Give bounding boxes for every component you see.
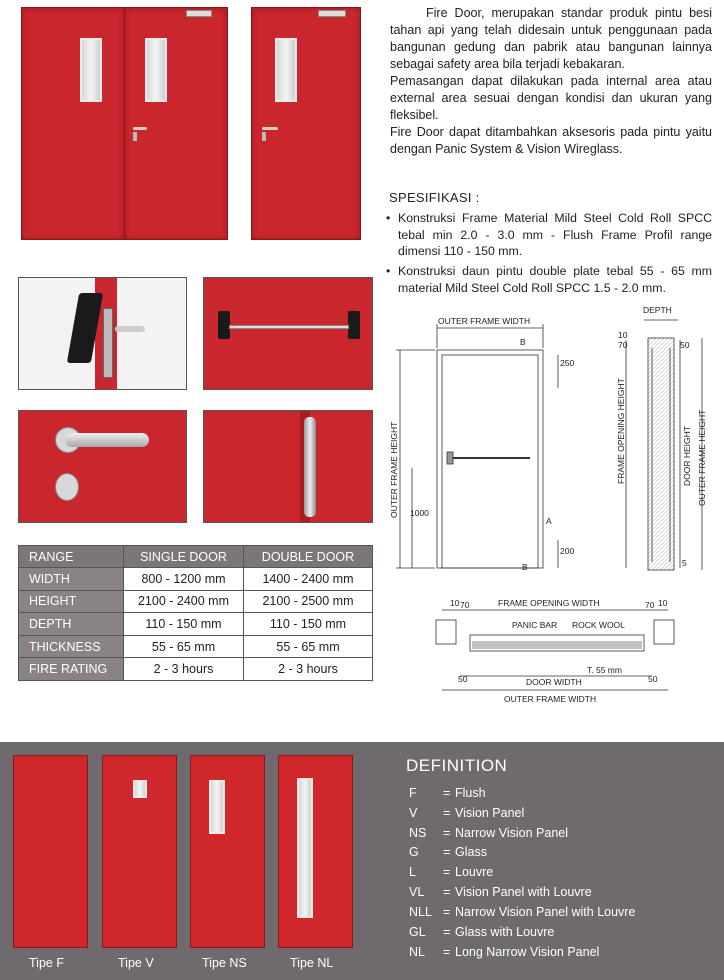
definition-item: G = Glass <box>409 845 487 859</box>
label-door-height: DOOR HEIGHT <box>682 426 692 486</box>
label-frame-opening-height: FRAME OPENING HEIGHT <box>616 378 626 484</box>
table-row-label: THICKNESS <box>19 635 124 658</box>
door-type-nl <box>278 755 353 948</box>
panic-bar-photo <box>203 277 373 390</box>
table-cell-double: 1400 - 2400 mm <box>244 568 373 591</box>
type-label-v: Tipe V <box>118 956 154 970</box>
plan-dim-10-right: 10 <box>658 598 668 608</box>
intro-text <box>390 5 712 158</box>
dim-70: 70 <box>618 340 628 350</box>
door-type-v <box>102 755 177 948</box>
definition-key: NL <box>409 945 425 959</box>
door-type-ns <box>190 755 265 948</box>
definition-key: L <box>409 865 416 879</box>
plan-dim-50-left: 50 <box>458 674 468 684</box>
definition-value: Louvre <box>455 865 494 879</box>
table-cell-single: 2 - 3 hours <box>124 658 244 681</box>
plan-dim-70-left: 70 <box>460 600 470 610</box>
label-outer-frame-height-right: OUTER FRAME HEIGHT <box>697 409 707 506</box>
plan-dim-50-right: 50 <box>648 674 658 684</box>
definition-item: GL = Glass with Louvre <box>409 925 555 939</box>
table-row <box>19 635 373 658</box>
table-cell-double: 2 - 3 hours <box>244 658 373 681</box>
table-header-double: DOUBLE DOOR <box>244 546 373 568</box>
table-header-single: SINGLE DOOR <box>124 546 244 568</box>
definition-key: V <box>409 806 418 820</box>
definition-item: L = Louvre <box>409 865 494 879</box>
mark-b-top: B <box>520 337 526 347</box>
plan-dim-70-right: 70 <box>645 600 655 610</box>
definition-item: VL = Vision Panel with Louvre <box>409 885 592 899</box>
spec-item-2-text: Konstruksi daun pintu double plate tebal 55 - 65 mm material Mild Steel Cold Roll SPCC 1.5 - 2.0 mm. <box>398 264 712 295</box>
intro-paragraph-3: Fire Door dapat ditambahkan aksesoris pada pintu yaitu dengan Panic System & Vision Wireglass. <box>390 125 712 156</box>
technical-drawing <box>380 298 724 713</box>
type-label-f: Tipe F <box>29 956 64 970</box>
definition-key: VL <box>409 885 425 899</box>
definition-item: NLL = Narrow Vision Panel with Louvre <box>409 905 636 919</box>
label-door-width: DOOR WIDTH <box>526 677 582 687</box>
type-label-ns: Tipe NS <box>202 956 247 970</box>
spec-table <box>18 545 373 681</box>
dim-5: 5 <box>682 558 687 568</box>
type-label-nl: Tipe NL <box>290 956 334 970</box>
table-cell-single: 55 - 65 mm <box>124 635 244 658</box>
lock-photo <box>18 277 187 390</box>
definition-key: GL <box>409 925 426 939</box>
table-cell-double: 2100 - 2500 mm <box>244 590 373 613</box>
definition-title: DEFINITION <box>406 756 508 775</box>
spec-item-1: • Konstruksi Frame Material Mild Steel Cold Roll SPCC tebal min 2.0 - 3.0 mm - Flush Frame Profil range dimensi 110 - 150 mm. <box>386 211 712 258</box>
definition-key: NLL <box>409 905 432 919</box>
intro-paragraph-1: Fire Door, merupakan standar produk pintu besi tahan api yang telah didesain untuk penggunaan pada bangunan gedung dan pabrik atau bangunan lainnya sebagai safety area bila terjadi kebakaran. <box>390 6 712 71</box>
label-plan-outer-frame-width: OUTER FRAME WIDTH <box>504 694 597 704</box>
table-cell-double: 110 - 150 mm <box>244 613 373 636</box>
definition-item: NL = Long Narrow Vision Panel <box>409 945 600 959</box>
table-header-range: RANGE <box>19 546 124 568</box>
spec-item-2: • Konstruksi daun pintu double plate tebal 55 - 65 mm material Mild Steel Cold Roll SPCC 1.5 - 2.0 mm. <box>386 264 712 295</box>
table-row <box>19 568 373 591</box>
dim-200: 200 <box>560 546 575 556</box>
dim-1000: 1000 <box>410 508 429 518</box>
table-row-label: HEIGHT <box>19 590 124 613</box>
hinge-photo <box>203 410 373 523</box>
spec-title: SPESIFIKASI : <box>389 190 480 205</box>
table-row-label: FIRE RATING <box>19 658 124 681</box>
spec-item-1-text: Konstruksi Frame Material Mild Steel Cold Roll SPCC tebal min 2.0 - 3.0 mm - Flush Frame Profil range dimensi 110 - 150 mm. <box>398 211 712 258</box>
label-t55: T. 55 mm <box>587 665 622 675</box>
label-depth: DEPTH <box>643 305 672 315</box>
definition-value: Glass with Louvre <box>455 925 555 939</box>
label-panic-bar: PANIC BAR <box>512 620 558 630</box>
definition-value: Glass <box>455 845 487 859</box>
table-cell-single: 800 - 1200 mm <box>124 568 244 591</box>
dim-250: 250 <box>560 358 575 368</box>
label-outer-frame-width: OUTER FRAME WIDTH <box>438 316 531 326</box>
definition-value: Vision Panel with Louvre <box>455 885 592 899</box>
label-frame-opening-width: FRAME OPENING WIDTH <box>498 598 600 608</box>
definition-item: F = Flush <box>409 786 486 800</box>
definition-value: Long Narrow Vision Panel <box>455 945 600 959</box>
intro-paragraph-2: Pemasangan dapat dilakukan pada internal area atau external area sesuai dengan kondisi dan ukuran yang fleksibel. <box>390 74 712 122</box>
label-rock-wool: ROCK WOOL <box>572 620 625 630</box>
definition-value: Narrow Vision Panel with Louvre <box>455 905 636 919</box>
definition-item: NS = Narrow Vision Panel <box>409 826 569 840</box>
definition-value: Narrow Vision Panel <box>455 826 569 840</box>
door-type-f <box>13 755 88 948</box>
table-row <box>19 658 373 681</box>
table-header-row <box>19 546 373 568</box>
plan-frame-left <box>436 620 456 644</box>
plan-dim-10-left: 10 <box>450 598 460 608</box>
table-cell-double: 55 - 65 mm <box>244 635 373 658</box>
lever-handle-photo <box>18 410 187 523</box>
table-row-label: DEPTH <box>19 613 124 636</box>
dim-50: 50 <box>680 340 690 350</box>
definition-item: V = Vision Panel <box>409 806 525 820</box>
definition-value: Vision Panel <box>455 806 525 820</box>
table-cell-single: 110 - 150 mm <box>124 613 244 636</box>
table-row <box>19 613 373 636</box>
definition-key: NS <box>409 826 427 840</box>
table-cell-single: 2100 - 2400 mm <box>124 590 244 613</box>
plan-frame-right <box>654 620 674 644</box>
table-row-label: WIDTH <box>19 568 124 591</box>
dim-10: 10 <box>618 330 628 340</box>
mark-b-bottom: B <box>522 562 528 572</box>
definition-key: F <box>409 786 417 800</box>
table-row <box>19 590 373 613</box>
mark-a: A <box>546 516 552 526</box>
label-outer-frame-height: OUTER FRAME HEIGHT <box>389 421 399 518</box>
definition-value: Flush <box>455 786 486 800</box>
definition-key: G <box>409 845 419 859</box>
